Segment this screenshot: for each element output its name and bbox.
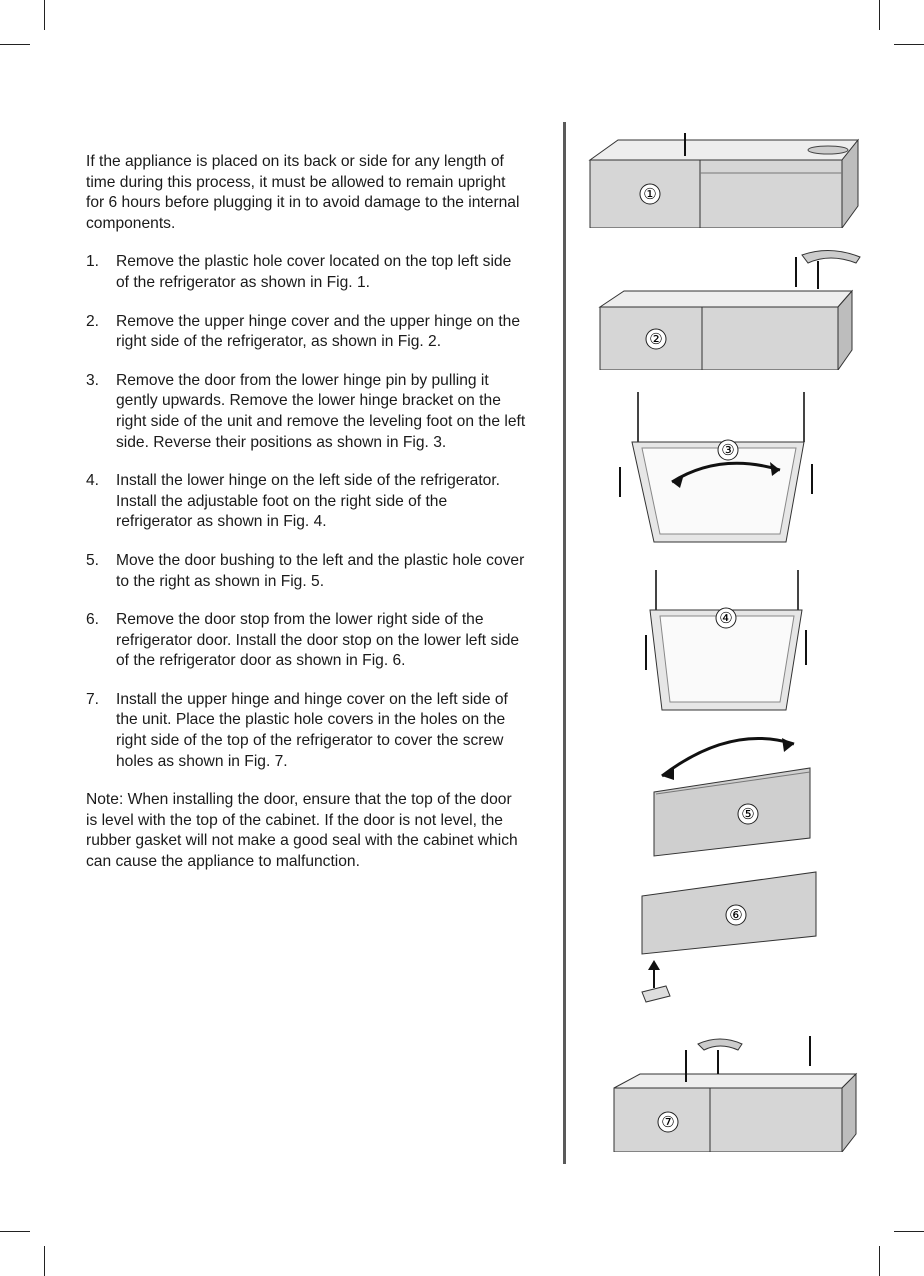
step-number: 3. (86, 371, 100, 389)
column-divider (563, 122, 566, 1164)
fig4-drawing (580, 570, 870, 720)
step-text: Remove the door stop from the lower right side of the refrigerator door. Install the door stop on the lower left side of the refrigerator door as shown in Fig. 6. (116, 611, 520, 670)
step-number: 4. (86, 472, 100, 490)
crop-mark (0, 1231, 30, 1232)
step-text: Remove the upper hinge cover and the upper hinge on the right side of the refrigerator, as shown in Fig. 2. (116, 312, 520, 351)
step-number: 1. (86, 253, 100, 271)
fig2-drawing (580, 245, 870, 370)
crop-mark (879, 1246, 880, 1276)
crop-mark (0, 44, 30, 45)
step-3 (86, 371, 526, 453)
instructions-column (86, 152, 526, 891)
step-number: 6. (86, 611, 100, 629)
fig1-drawing (580, 128, 870, 228)
step-text: Remove the plastic hole cover located on the top left side of the refrigerator as shown in Fig. 1. (116, 253, 512, 291)
figure-2 (580, 245, 870, 370)
step-text: Move the door bushing to the left and the plastic hole cover to the right as shown in Fig. 5. (116, 551, 525, 590)
step-2 (86, 312, 526, 353)
step-text: Remove the door from the lower hinge pin by pulling it gently upwards. Remove the lower hinge bracket on the right side of the unit and remove the leveling foot on the left side. Reverse their positions as shown in Fig. 3. (116, 371, 526, 451)
figure-7 (580, 1030, 870, 1152)
intro-paragraph: If the appliance is placed on its back or side for any length of time during this process, it must be allowed to remain upright for 6 hours before plugging it in to avoid damage to the internal components. (86, 153, 520, 232)
fig6-drawing (580, 868, 870, 1018)
fig5-label: ⑤ (741, 805, 755, 823)
fig1-label: ① (643, 185, 657, 203)
step-text: Install the lower hinge on the left side of the refrigerator. Install the adjustable foot on the right side of the refrigerator as shown in Fig. 4. (116, 472, 501, 531)
fig5-drawing (580, 730, 870, 860)
crop-mark (879, 0, 880, 30)
fig7-label: ⑦ (661, 1113, 675, 1131)
figure-4 (580, 570, 870, 720)
figure-6 (580, 868, 870, 1018)
step-7 (86, 690, 526, 772)
step-6 (86, 610, 526, 672)
crop-mark (44, 0, 45, 30)
fig2-label: ② (649, 330, 663, 348)
step-number: 5. (86, 551, 100, 569)
fig4-label: ④ (719, 609, 733, 627)
figure-1 (580, 128, 870, 228)
step-1 (86, 252, 526, 293)
step-5 (86, 551, 526, 592)
figure-5 (580, 730, 870, 860)
fig6-label: ⑥ (729, 906, 743, 924)
step-number: 7. (86, 690, 100, 708)
step-text: Install the upper hinge and hinge cover on the left side of the unit. Place the plastic hole covers in the holes on the right side of the top of the refrigerator to cover the screw holes as shown in Fig. 7. (116, 690, 508, 770)
note-paragraph: Note: When installing the door, ensure that the top of the door is level with the top of the cabinet. If the door is not level, the rubber gasket will not make a good seal with the cabinet which can cause the appliance to malfunction. (86, 791, 518, 871)
fig3-label: ③ (721, 441, 735, 459)
step-number: 2. (86, 312, 100, 330)
crop-mark (44, 1246, 45, 1276)
fig3-drawing (580, 392, 870, 550)
crop-mark (894, 1231, 924, 1232)
crop-mark (894, 44, 924, 45)
fig7-drawing (580, 1030, 870, 1152)
figure-3 (580, 392, 870, 550)
step-4 (86, 471, 526, 533)
